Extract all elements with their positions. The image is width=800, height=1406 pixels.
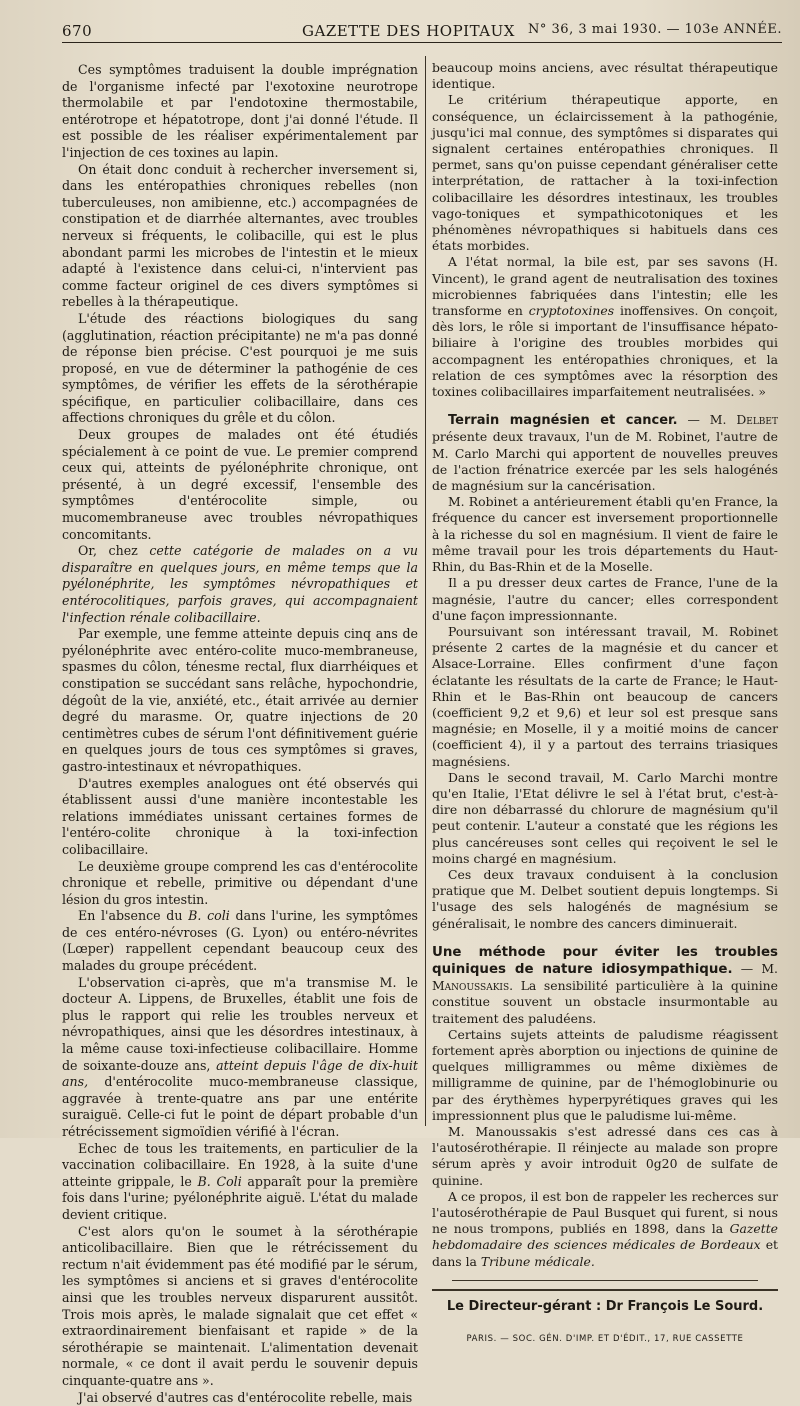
paragraph [62, 908, 418, 974]
page-header [62, 16, 782, 43]
paragraph: M. Manoussakis s'est adressé dans ces cas à l'autosérothérapie. Il réinjecte au malade son propre sérum après y avoir introduit 0g20 de sulfate de quinine. [432, 1124, 778, 1189]
paragraph [62, 543, 418, 626]
paragraph: Ces symptômes traduisent la double imprégnation de l'organisme infecté par l'exotoxine neurotrope thermolabile et par l'endotoxine thermostabile, entérotrope et hépatotrope, dont j'ai donné l'étude. Il est possible de les réaliser expérimentalement par l'injection de ces toxines au lapin. [62, 62, 418, 162]
paragraph: beaucoup moins anciens, avec résultat thérapeutique identique. [432, 60, 778, 92]
paragraph [432, 254, 778, 400]
text: et dans la [432, 1237, 778, 1268]
text: En l'absence du [78, 908, 182, 923]
spacer [432, 400, 778, 412]
text: apparaît pour la première fois dans l'urine; pyélonéphrite aiguë. L'état du malade devient critique. [62, 1174, 418, 1222]
text: dans l'urine, les symptômes de ces entéro-névroses (G. Lyon) ou entéro-névrites (Lœper) rappellent cependant beaucoup ceux des malades du groupe précédent. [62, 908, 418, 973]
article-title: Une méthode pour éviter les troubles quiniques de nature idiosympathique. [432, 945, 778, 977]
text: Echec de tous les traitements, en particulier de la vaccination colibacillaire. En 1928, à la suite d'une atteinte grippale, le [62, 1141, 418, 1189]
italic-text: B. Coli [198, 1174, 242, 1189]
text: inoffensives. On conçoit, dès lors, le rôle si important de l'insuffisance hépato-biliaire à l'origine des troubles morbides qui accompagnent les entéropathies chroniques, et la relation de ces symptômes avec la résorption des toxines colibacillaires imparfaitement neutralisées. » [432, 303, 778, 399]
paragraph: On était donc conduit à rechercher inversement si, dans les entéropathies chroniques rebelles (non tuberculeuses, non amibienne, etc.) accompagnées de constipation et de diarrhée alternantes, avec troubles nerveux si fréquents, le colibacille, qui est le plus abondant parmi les microbes de l'intestin et le mieux adapté à l'existence dans celui-ci, n'intervient pas comme facteur originel de ces divers symptômes si rebelles à la thérapeutique. [62, 162, 418, 311]
spacer [432, 932, 778, 944]
paragraph: Ces deux travaux conduisent à la conclusion pratique que M. Delbet soutient depuis longtemps. Si l'usage des sels halogénés de magnésium se généralisait, le nombre des cancers diminuerait. [432, 867, 778, 932]
paragraph: Certains sujets atteints de paludisme réagissent fortement après aborption ou injections de quinine de quelques milligrammes ou même dixièmes de milligramme de quinine, par de l'hémoglobinurie ou par des érythèmes hyperpyrétiques graves qui les impressionnent plus que le paludisme lui-même. [432, 1027, 778, 1124]
article-magnesium-lead [432, 412, 778, 494]
column-divider [425, 56, 426, 1126]
text: A l'état normal, la bile est, par ses savons (H. Vincent), le grand agent de neutralisation des toxines microbiennes fabriquées dans l'intestin; elle les transforme en [432, 254, 778, 318]
paragraph [432, 1189, 778, 1270]
paragraph: J'ai observé d'autres cas d'entérocolite rebelle, mais [62, 1390, 418, 1406]
issue-info: N° 36, 3 mai 1930. — 103e ANNÉE. [528, 22, 782, 37]
paragraph: Poursuivant son intéressant travail, M. Robinet présente 2 cartes de la magnésie et du cancer et Alsace-Lorraine. Elles confirment d'une façon éclatante les résultats de la carte de France; le Haut-Rhin et le Bas-Rhin ont beaucoup de cancers (coefficient 9,2 et 9,6) et leur sol est presque sans magnésie; en Moselle, il y a moitié moins de cancer (coefficient 4), il y a partout des terrains triasiques magnésiens. [432, 624, 778, 770]
italic-text: B. coli [188, 908, 230, 923]
director-signature: Le Directeur-gérant : Dr François Le Sourd. [432, 1299, 778, 1315]
italic-text: Gazette hebdomadaire des sciences médicales de Bordeaux [432, 1221, 778, 1252]
paragraph: Il a pu dresser deux cartes de France, l'une de la magnésie, l'autre du cancer; elles correspondent d'une façon impressionnante. [432, 575, 778, 624]
paragraph: D'autres exemples analogues ont été observés qui établissent aussi d'une manière incontestable les relations immédiates unissant certaines formes de l'entéro-colite chronique à la toxi-infection colibacillaire. [62, 776, 418, 859]
italic-text: cryptotoxines [529, 303, 614, 318]
separator-rule [432, 1289, 778, 1291]
article-title: Terrain magnésien et cancer. [448, 413, 678, 428]
paragraph: Par exemple, une femme atteinte depuis cinq ans de pyélonéphrite avec entéro-colite muco-membraneuse, spasmes du côlon, ténesme rectal, flux diarrhéiques et constipation se succédant sans relâche, hypochondrie, dégoût de la vie, anxiété, etc., était arrivée au dernier degré du marasme. Or, quatre injections de 20 centimètres cubes de sérum l'ont définitivement guérie en quelques jours de tous ces symptômes si graves, gastro-intestinaux et névropathiques. [62, 626, 418, 775]
italic-text: atteint depuis l'âge de dix-huit ans, [62, 1058, 418, 1090]
paragraph: Le critérium thérapeutique apporte, en conséquence, un éclaircissement à la pathogénie, jusqu'ici mal connue, des symptômes si disparates qui signalent certaines entéropathies chroniques. Il permet, sans qu'on puisse cependant généraliser cette interprétation, de rattacher à la toxi-infection colibacillaire les désordres intestinaux, les troubles vago-toniques et sympathicotoniques et les phénomènes névropathiques si habituels dans ces états morbides. [432, 92, 778, 254]
text: . La sensibilité particulière à la quinine constitue souvent un obstacle insurmontable au traitement des paludéens. [432, 978, 778, 1025]
paragraph [62, 1141, 418, 1224]
left-column [62, 62, 418, 1406]
journal-title: GAZETTE DES HOPITAUX [302, 22, 515, 40]
text: Or, chez [78, 543, 138, 558]
text: — M. [741, 961, 778, 976]
paragraph: C'est alors qu'on le soumet à la sérothérapie anticolibacillaire. Bien que le rétrécissement du rectum n'ait évidemment pas été modifié par le sérum, les symptômes si anciens et si graves d'entérocolite ainsi que les troubles nerveux disparurent aussitôt. Trois mois après, le malade signalait que cet effet « extraordinairement bienfaisant et rapide » de la sérothérapie se maintenait. L'alimentation devenait normale, « ce dont il avait perdu le souvenir depuis cinquante-quatre ans ». [62, 1224, 418, 1390]
separator-rule [452, 1280, 758, 1281]
paragraph: Le deuxième groupe comprend les cas d'entérocolite chronique et rebelle, primitive ou dépendant d'une lésion du gros intestin. [62, 859, 418, 909]
text: présente deux travaux, l'un de M. Robinet, l'autre de M. Carlo Marchi qui apportent de nouvelles preuves de l'action frénatrice exercée par les sels halogénés de magnésium sur la cancérisation. [432, 429, 778, 493]
paragraph: L'étude des réactions biologiques du sang (agglutination, réaction précipitante) ne m'a pas donné de réponse bien précise. C'est pourquoi je me suis proposé, en vue de déterminer la pathogénie de ces symptômes, de vérifier les effets de la sérothérapie spécifique, en particulier colibacillaire, dans ces affections chroniques du grêle et du côlon. [62, 311, 418, 427]
paragraph [62, 975, 418, 1141]
text: L'observation ci-après, que m'a transmise M. le docteur A. Lippens, de Bruxelles, établit une fois de plus le rapport qui relie les troubles nerveux et névropathiques, ainsi que les désordres intestinaux, à la même cause toxi-infectieuse colibacillaire. Homme de soixante-douze ans, [62, 975, 418, 1073]
text: A ce propos, il est bon de rappeler les recherces sur l'autosérothérapie de Paul Busquet qui furent, si nous ne nous trompons, publiés en 1898, dans la [432, 1189, 778, 1236]
paragraph: M. Robinet a antérieurement établi qu'en France, la fréquence du cancer est inversement proportionnelle à la richesse du sol en magnésium. Il vient de faire le même travail pour les trois départements du Haut-Rhin, du Bas-Rhin et de la Moselle. [432, 494, 778, 575]
italic-text: cette catégorie de malades on a vu disparaître en quelques jours, en même temps que la pyélonéphrite, les symptômes névropathiques et entérocolitiques, parfois graves, qui accompagnaient l'infection rénale colibacillaire. [62, 543, 418, 624]
text: d'entérocolite muco-membraneuse classique, aggravée à trente-quatre ans par une entérite suraiguë. Celle-ci fut le point de départ probable d'un rétrécissement sigmoïdien vérifié à l'écran. [62, 1074, 418, 1139]
article-quinine-lead [432, 944, 778, 1027]
paragraph: Dans le second travail, M. Carlo Marchi montre qu'en Italie, l'Etat délivre le sel à l'état brut, c'est-à-dire non débarrassé du chlorure de magnésium qu'il peut contenir. L'auteur a constaté que les régions les plus cancéreuses sont celles qui reçoivent le sel le moins chargé en magnésium. [432, 770, 778, 867]
author-name: Manoussakis [432, 978, 509, 993]
printer-line: PARIS. — SOC. GÉN. D'IMP. ET D'ÉDIT., 17, RUE CASSETTE [432, 1331, 778, 1347]
right-column [432, 60, 778, 1347]
paragraph: Deux groupes de malades ont été étudiés spécialement à ce point de vue. Le premier comprend ceux qui, atteints de pyélonéphrite chronique, ont présenté, à un degré excessif, l'ensemble des symptômes d'entérocolite simple, ou mucomembraneuse avec troubles névropathiques concomitants. [62, 427, 418, 543]
text: — M. [687, 412, 726, 427]
author-name: Delbet [736, 412, 778, 427]
italic-text: Tribune médicale. [481, 1254, 595, 1269]
page-number: 670 [62, 22, 92, 40]
